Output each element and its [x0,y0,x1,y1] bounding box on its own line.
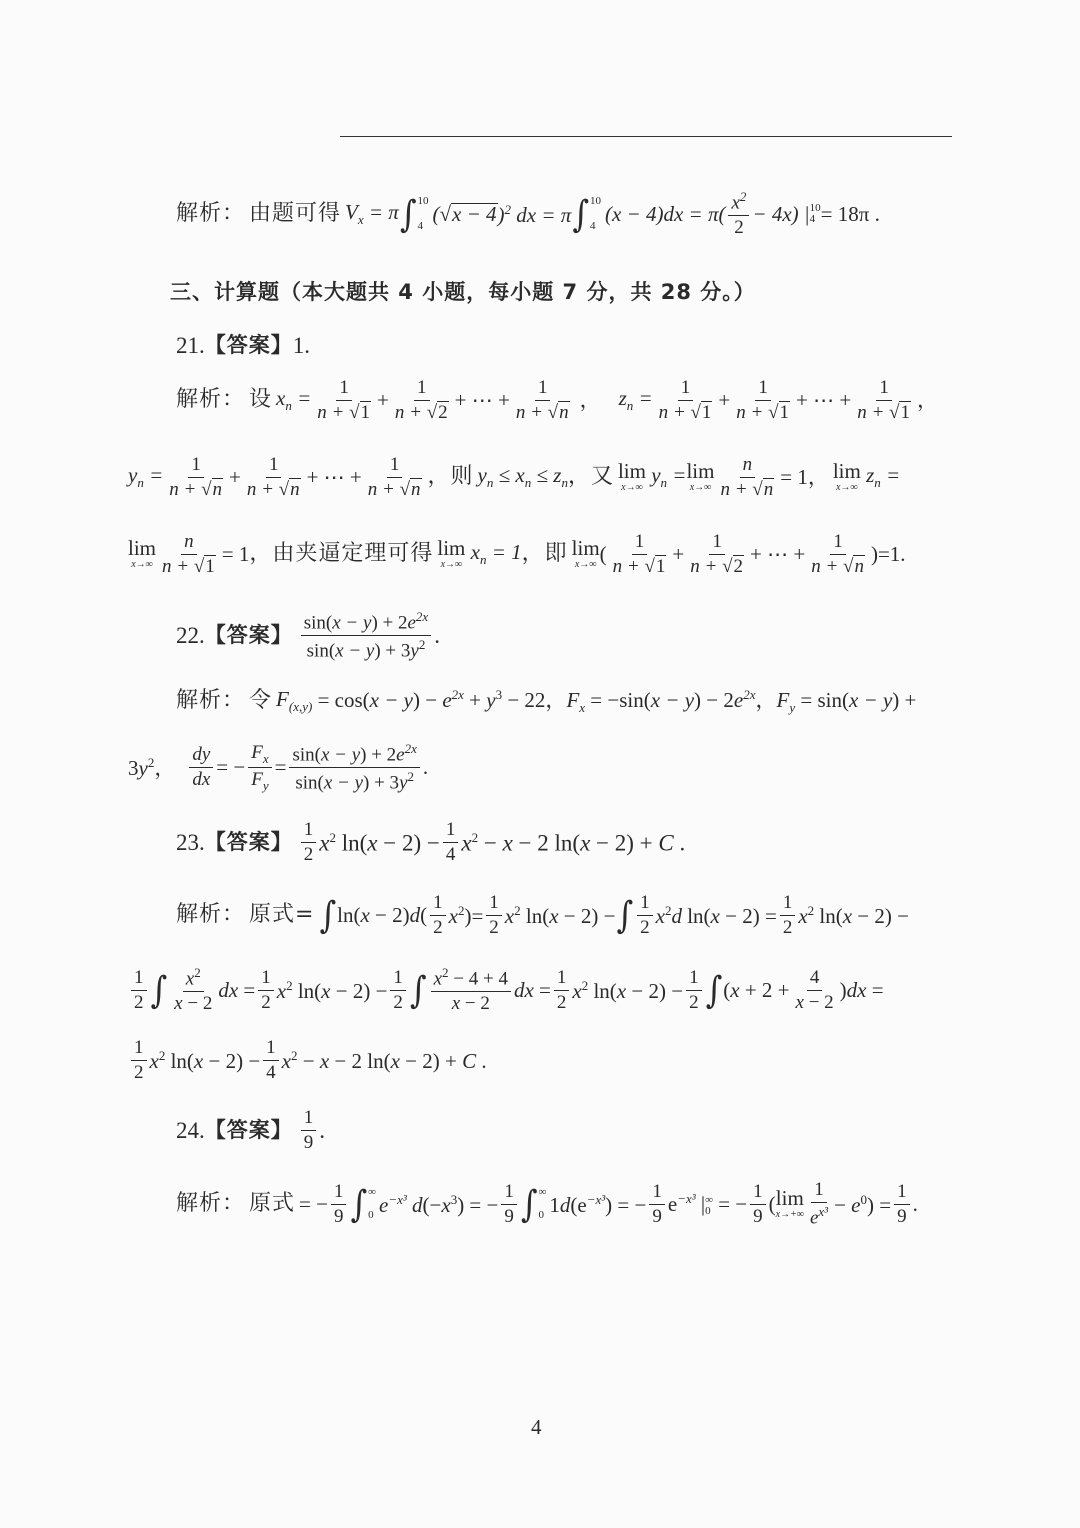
q21-ie-text: ，即 [521,541,568,567]
q23-answer-line: 23. 【答案】 1 2 $x^2$ ln(x − 2) − $\frac{1}{4}$ $x^2 - x - 2$ ln(x − 2) + C . [176,819,686,865]
q22-answer-line: 22. 【答案】 $\sin(x - y) + 2e^{2x}$ $\sin(x - y) + 3y^2$ . [176,609,440,662]
header-rule [340,136,952,137]
q24-analysis-line: 解析： 原式 = − $\frac{1}{9}$ ∫ ∞ 0 $e^{-x^3}$ $d(-x^3)$ = − $\frac{1}{9}$ ∫ ∞ 0 $1d(e^{-x^3})$ = − $\frac{1}{9}$ $e^{-x^3}$ | ∞ 0 = − $\frac{1}{9}$ ( lim x→+∞ 1 $e^{x^3}$ − $e^0$) = $\frac{1}{9}$ . [176,1179,918,1229]
q21-number: 21. [176,333,205,358]
q24-answer-line: 24. 【答案】 1 9 . [176,1107,325,1153]
section-heading [170,282,756,303]
q21-analysis-line3: lim x→∞ $\frac{n}{n + √1}$ = 1 ，由夹逼定理可得 lim x→∞ $x_n = 1$ ，即 lim x→∞ ( 1 n + √1 + $\frac{1}{n + √2}$ + ⋯ + $\frac{1}{n + √n}$ )=1. [128,531,906,577]
volume-result: = 18π . [820,201,880,226]
q21-then-text: ，则 [427,464,474,490]
analysis-lead-text: 由题可得 [249,201,342,227]
q23-number: 23. [176,829,205,855]
q23-analysis-line2: 1 2 ∫ $x^2$ x − 2 dx = $\frac{1}{2}$ $x^2$ ln(x − 2) − $\frac{1}{2}$ ∫ $x^2 - 4 + 4$ x − 2 dx = $\frac{1}{2}$ $x^2$ ln(x − 2) − $\frac{1}{2}$ ∫ (x + 2 + $\frac{4}{x - 2}$ )dx = [128,966,884,1014]
analysis-label: 解析： [176,1191,246,1217]
q21-also-text: ，又 [567,464,614,490]
q22-analysis-line2: $3y^2$， $\frac{dy}{dx}$ = − $\frac{F_x}{F_y}$ = $\frac{\sin(x - y) + 2e^{2x}}{\sin(x - y) + 3y^2}$ . [128,741,429,794]
q21-answer: 1. [292,333,310,358]
q23-analysis-line3: 1 2 $x^2$ ln(x − 2) − $\frac{1}{4}$ $x^2 - x - 2$ ln(x − 2) + C . [128,1038,487,1083]
q22-number: 22. [176,623,205,649]
q23-analysis-line1: 解析： 原式= ∫ ln(x − 2)d( 1 2 $x^2)=$ $\frac{1}{2}$ $x^2$ ln(x − 2) − ∫ 1 2 $x^2d$ ln(x − 2) = $\frac{1}{2}$ $x^2$ ln(x − 2) − [176,892,909,938]
formula-volume: $V_x = \pi$ [345,200,399,228]
section-title: 三、计算题（本大题共 4 小题，每小题 7 分，共 28 分。） [170,280,756,304]
prev-analysis-line: 解析： 由题可得 $V_x = \pi$ ∫ 10 4 ( √ x − 4 )$^2$ dx = π ∫ 10 4 (x − 4)dx = π( $x^2$ 2 − 4x) | 10 4 = 18π . [176,189,880,239]
analysis-label: 解析： [176,201,246,227]
analysis-label: 解析： [176,688,246,714]
q21-squeeze-text: ，由夹逼定理可得 [249,541,434,567]
q24-original-text: 原式 [249,1191,296,1217]
q21-end-text: )=1. [870,541,906,566]
answer-label: 【答案】 [204,623,293,648]
q21-set-text: 设 [249,387,273,413]
answer-label: 【答案】 [204,333,293,357]
q22-let-text: 令 [249,688,273,714]
page-number: 4 [531,1415,542,1439]
q21-analysis-line1: 解析： 设 $x_n$ = $\frac{1}{n + √1}$ + $\frac{1}{n + √2}$ + ⋯ + $\frac{1}{n + √n}$ ， $z_n$ = $\frac{1}{n + √1}$ + $\frac{1}{n + √1}$ + ⋯ + $\frac{1}{n + √1}$ ， [176,377,938,423]
analysis-label: 解析： [176,387,246,413]
answer-label: 【答案】 [204,829,293,854]
q24-number: 24. [176,1117,205,1143]
q22-analysis-line1: 解析： 令 $F_{(x,y)}$ = $\cos(x - y) - e^{2x} + y^3 - 22$，$F_x = -\sin(x - y) - 2e^{2x}$，$F_y = \sin(x - y)$ + [176,687,917,716]
q21-answer-line [176,334,310,357]
q21-analysis-line2: $y_n$ = $\frac{1}{n + √n}$ + $\frac{1}{n + √n}$ + ⋯ + $\frac{1}{n + √n}$ ，则 $y_n \le x_n \le z_n$ ，又 lim x→∞ $y_n$ = lim x→∞ $\frac{n}{n + √n}$ = 1， lim x→∞ $z_n$ = [128,454,901,500]
analysis-label: 解析： [176,902,246,928]
q23-original-text: 原式= [249,902,315,928]
answer-label: 【答案】 [204,1117,293,1142]
